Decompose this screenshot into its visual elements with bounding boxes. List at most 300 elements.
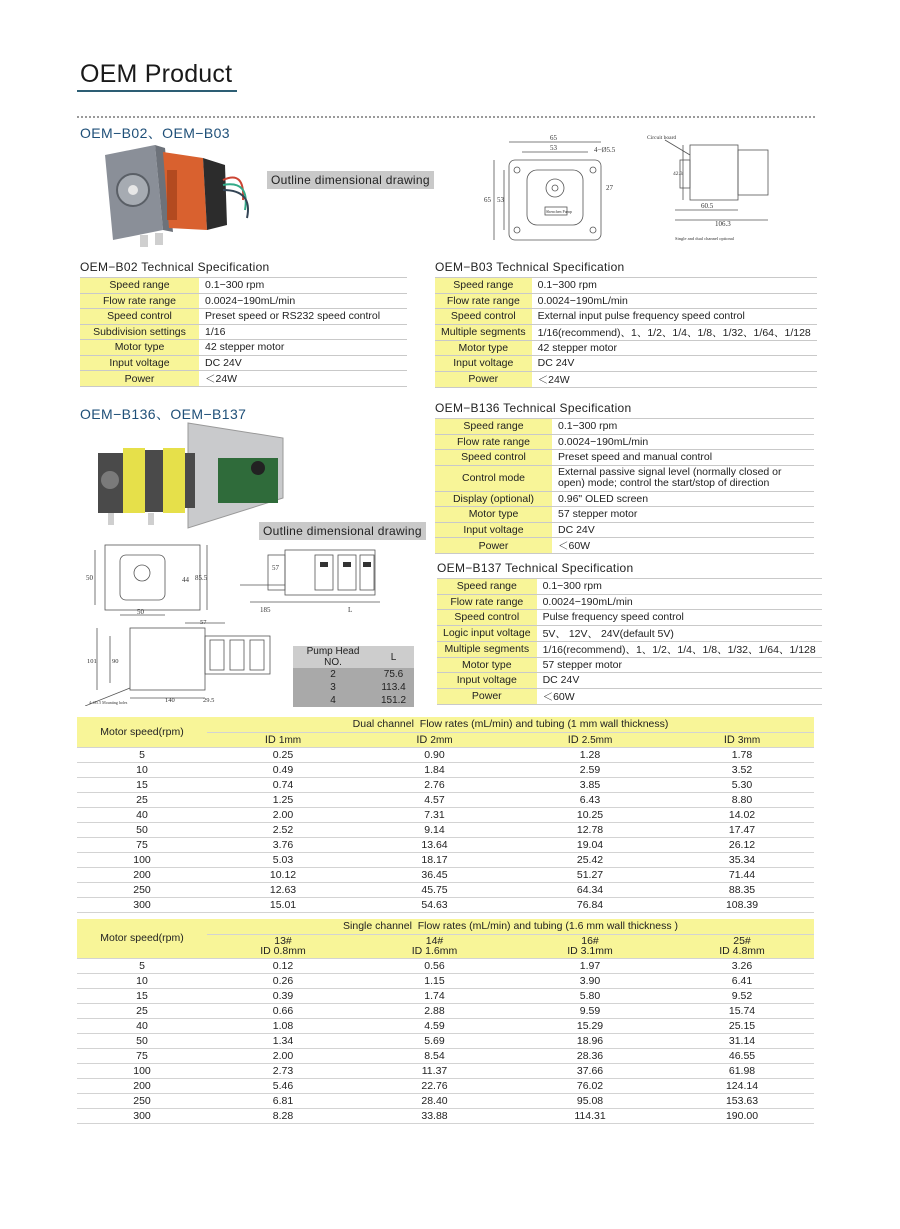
flow-rate-cell: 0.56	[359, 958, 510, 973]
flow-rate-cell: 3.26	[670, 958, 814, 973]
length-header: L	[373, 646, 414, 668]
flow-rate-cell: 88.35	[670, 882, 814, 897]
flow-rate-cell: 10.12	[207, 867, 359, 882]
tubing-column-header	[510, 732, 670, 747]
b136-pump-photo	[88, 418, 293, 533]
flow-rate-cell: 0.49	[207, 762, 359, 777]
spec-key: Display (optional)	[435, 491, 552, 507]
spec-value: 57 stepper motor	[552, 507, 814, 523]
flow-rate-cell: 8.28	[207, 1108, 359, 1123]
flow-row	[77, 1048, 814, 1063]
spec-value: ＜24W	[532, 371, 817, 387]
dual-channel-flow-table	[77, 717, 814, 913]
spec-value: 0.0024−190mL/min	[532, 293, 817, 309]
flow-rate-cell: 2.88	[359, 1003, 510, 1018]
b03-spec-table	[435, 277, 817, 388]
flow-rate-cell: 4.59	[359, 1018, 510, 1033]
flow-rate-cell: 1.25	[207, 792, 359, 807]
tubing-id: 2.5mm	[581, 734, 613, 746]
tubing-column-header	[359, 934, 510, 958]
flow-rate-cell: 18.17	[359, 852, 510, 867]
dim-L: L	[348, 606, 353, 614]
flow-rate-cell: 37.66	[510, 1063, 670, 1078]
tubing-id: 3mm	[737, 734, 761, 746]
mounting-holes-label: 4−Ø5.5 Mounting holes	[89, 700, 128, 705]
spec-value: 0.0024−190mL/min	[552, 434, 814, 450]
spec-row	[435, 278, 817, 294]
spec-key: Flow rate range	[435, 434, 552, 450]
flow-rate-cell: 2.73	[207, 1063, 359, 1078]
flow-row	[77, 852, 814, 867]
dim-50h: 50	[86, 574, 93, 582]
flow-rate-cell: 2.00	[207, 807, 359, 822]
spec-value: 0.1−300 rpm	[532, 278, 817, 294]
spec-row	[435, 293, 817, 309]
flow-row	[77, 777, 814, 792]
tubing-prefix: ID	[416, 733, 431, 746]
motor-speed-cell: 300	[77, 1108, 207, 1123]
flow-rate-cell: 45.75	[359, 882, 510, 897]
motor-speed-cell: 10	[77, 973, 207, 988]
flow-row	[77, 973, 814, 988]
b02-pump-photo	[85, 140, 255, 250]
flow-rate-cell: 3.90	[510, 973, 670, 988]
tubing-prefix: ID	[264, 733, 279, 746]
flow-rate-cell: 2.52	[207, 822, 359, 837]
pump-head-length: 113.4	[373, 681, 414, 694]
pump-head-length: 75.6	[373, 668, 414, 681]
flow-rate-cell: 1.97	[510, 958, 670, 973]
flow-row	[77, 897, 814, 912]
flow-rate-cell: 3.85	[510, 777, 670, 792]
tubing-column-header	[670, 732, 814, 747]
dim-106-3: 106.3	[715, 220, 731, 228]
spec-key: Input voltage	[435, 522, 552, 538]
flow-rate-cell: 3.76	[207, 837, 359, 852]
title-underline	[77, 90, 237, 92]
spec-key: Input voltage	[437, 673, 537, 689]
spec-key: Speed control	[435, 309, 532, 325]
flow-rate-cell: 9.52	[670, 988, 814, 1003]
series-title-b136-b137: OEM−B136、OEM−B137	[80, 406, 247, 422]
flow-rate-cell: 6.81	[207, 1093, 359, 1108]
spec-key: Power	[435, 538, 552, 554]
dim-185: 185	[260, 606, 271, 614]
dim-65w: 65	[550, 134, 557, 142]
spec-key: Speed range	[435, 278, 532, 294]
flow-rate-cell: 190.00	[670, 1108, 814, 1123]
flow-row	[77, 807, 814, 822]
spec-row	[435, 465, 814, 491]
channel-label: Dual channel	[352, 718, 414, 731]
flow-rate-cell: 76.84	[510, 897, 670, 912]
spec-key: Power	[435, 371, 532, 387]
flow-rate-cell: 2.00	[207, 1048, 359, 1063]
motor-speed-cell: 50	[77, 822, 207, 837]
flow-rate-cell: 17.47	[670, 822, 814, 837]
flow-row	[77, 1108, 814, 1123]
dim-50w: 50	[137, 608, 144, 616]
pump-illustration	[105, 145, 248, 247]
page-title: OEM Product	[80, 60, 233, 88]
flow-row	[77, 1003, 814, 1018]
spec-row	[435, 538, 814, 554]
flow-rate-cell: 0.74	[207, 777, 359, 792]
spec-row	[437, 594, 822, 610]
pump-head-length: 151.2	[373, 694, 414, 707]
spec-value: ＜24W	[199, 371, 407, 387]
dim-27: 27	[606, 184, 613, 192]
b136-spec-title: OEM−B136 Technical Specification	[435, 401, 632, 415]
flow-rate-cell: 1.15	[359, 973, 510, 988]
flow-rate-cell: 26.12	[670, 837, 814, 852]
flow-rate-cell: 28.36	[510, 1048, 670, 1063]
spec-key: Motor type	[435, 340, 532, 356]
motor-speed-cell: 200	[77, 867, 207, 882]
flow-rate-cell: 1.28	[510, 747, 670, 762]
flow-rate-cell: 1.08	[207, 1018, 359, 1033]
dim-85-5: 85.5	[195, 574, 208, 582]
dim-44: 44	[182, 576, 189, 584]
spec-row	[437, 673, 822, 689]
circuit-board-label: Circuit board	[647, 135, 677, 141]
flow-rate-cell: 46.55	[670, 1048, 814, 1063]
motor-speed-cell: 100	[77, 852, 207, 867]
spec-value: 0.1−300 rpm	[552, 419, 814, 435]
single-channel-flow-table	[77, 919, 814, 1124]
flow-rate-cell: 14.02	[670, 807, 814, 822]
flow-rate-cell: 0.90	[359, 747, 510, 762]
tubing-column-header	[207, 934, 359, 958]
motor-speed-cell: 10	[77, 762, 207, 777]
spec-key: Flow rate range	[437, 594, 537, 610]
spec-row	[437, 579, 822, 595]
flow-rate-cell: 71.44	[670, 867, 814, 882]
dotted-divider	[77, 116, 815, 118]
spec-value: ＜60W	[552, 538, 814, 554]
flow-rate-cell: 153.63	[670, 1093, 814, 1108]
flow-rate-cell: 18.96	[510, 1033, 670, 1048]
spec-key: Flow rate range	[80, 293, 199, 309]
motor-speed-cell: 15	[77, 777, 207, 792]
plate-text: Shenchen Pump	[546, 209, 572, 214]
tubing-id: ID 4.8mm	[719, 945, 765, 957]
b136-front-drawing	[85, 540, 215, 620]
spec-value: 0.0024−190mL/min	[537, 594, 822, 610]
motor-speed-cell: 50	[77, 1033, 207, 1048]
spec-key: Speed range	[437, 579, 537, 595]
dim-53w: 53	[550, 144, 557, 152]
b02-drawing-label: Outline dimensional drawing	[267, 171, 434, 189]
spec-row	[435, 507, 814, 523]
spec-value: Pulse frequency speed control	[537, 610, 822, 626]
pump-head-header: Pump Head NO.	[293, 646, 373, 668]
channel-note: Single and dual channel optional	[675, 236, 734, 241]
spec-key: Motor type	[80, 340, 199, 356]
spec-key: Multiple segments	[435, 324, 532, 340]
pump-head-no: 2	[293, 668, 373, 681]
spec-key: Speed range	[80, 278, 199, 294]
flow-rate-cell: 2.76	[359, 777, 510, 792]
flow-rate-cell: 5.80	[510, 988, 670, 1003]
flow-rate-cell: 64.34	[510, 882, 670, 897]
flow-rate-cell: 61.98	[670, 1063, 814, 1078]
spec-key: Control mode	[435, 465, 552, 491]
flow-row	[77, 837, 814, 852]
dim-42-3: 42.3	[673, 171, 683, 177]
spec-value: Preset speed or RS232 speed control	[199, 309, 407, 325]
flow-rate-cell: 9.59	[510, 1003, 670, 1018]
b136-drawing-label: Outline dimensional drawing	[259, 522, 426, 540]
tubing-size: 13#	[274, 935, 292, 947]
flow-rate-cell: 6.43	[510, 792, 670, 807]
b02-front-drawing	[482, 130, 622, 245]
motor-speed-cell: 40	[77, 1018, 207, 1033]
flow-rate-cell: 35.34	[670, 852, 814, 867]
flow-rate-cell: 2.59	[510, 762, 670, 777]
dim-60-5: 60.5	[701, 202, 714, 210]
spec-row	[435, 324, 817, 340]
spec-key: Logic input voltage	[437, 625, 537, 641]
tubing-column-header	[207, 732, 359, 747]
motor-speed-cell: 5	[77, 747, 207, 762]
tubing-id: ID 1.6mm	[411, 945, 458, 957]
spec-row	[437, 688, 822, 704]
flow-caption-cell	[207, 717, 814, 732]
b02-side-drawing	[645, 130, 785, 245]
flow-rate-cell: 4.57	[359, 792, 510, 807]
motor-speed-cell: 250	[77, 1093, 207, 1108]
spec-value: 42 stepper motor	[532, 340, 817, 356]
flow-rate-cell: 19.04	[510, 837, 670, 852]
flow-rate-cell: 12.63	[207, 882, 359, 897]
flow-rate-cell: 10.25	[510, 807, 670, 822]
spec-key: Power	[80, 371, 199, 387]
spec-row	[435, 371, 817, 387]
flow-rate-cell: 76.02	[510, 1078, 670, 1093]
flow-row	[77, 762, 814, 777]
spec-row	[435, 356, 817, 372]
spec-row	[435, 522, 814, 538]
flow-row	[77, 988, 814, 1003]
motor-speed-cell: 250	[77, 882, 207, 897]
flow-rate-cell: 0.39	[207, 988, 359, 1003]
spec-value: 1/16(recommend)、1、1/2、1/4、1/8、1/32、1/64、1/128	[537, 641, 822, 657]
flow-rate-cell: 12.78	[510, 822, 670, 837]
spec-value: Preset speed and manual control	[552, 450, 814, 466]
flow-rate-cell: 33.88	[359, 1108, 510, 1123]
b136-side-drawing	[230, 540, 390, 615]
motor-speed-header: Motor speed(rpm)	[77, 717, 207, 747]
spec-row	[435, 491, 814, 507]
motor-speed-cell: 25	[77, 1003, 207, 1018]
dim-65h: 65	[484, 196, 491, 204]
spec-key: Motor type	[435, 507, 552, 523]
spec-row	[435, 450, 814, 466]
pump-illustration	[98, 423, 283, 528]
spec-value: 0.0024−190mL/min	[199, 293, 407, 309]
flow-rate-cell: 28.40	[359, 1093, 510, 1108]
motor-speed-cell: 25	[77, 792, 207, 807]
motor-speed-cell: 15	[77, 988, 207, 1003]
flow-rate-cell: 6.41	[670, 973, 814, 988]
spec-value: 0.1−300 rpm	[537, 579, 822, 595]
flow-rate-cell: 8.80	[670, 792, 814, 807]
spec-key: Speed control	[437, 610, 537, 626]
flow-rate-cell: 31.14	[670, 1033, 814, 1048]
spec-key: Motor type	[437, 657, 537, 673]
series-title-b02-b03: OEM−B02、OEM−B03	[80, 125, 230, 141]
tubing-column-header	[670, 934, 814, 958]
b136-top-drawing	[85, 618, 285, 706]
spec-key: Speed control	[80, 309, 199, 325]
tubing-prefix: ID	[723, 733, 738, 746]
tubing-column-header	[359, 732, 510, 747]
spec-key: Speed range	[435, 419, 552, 435]
motor-speed-cell: 5	[77, 958, 207, 973]
flow-header-row	[77, 717, 814, 732]
dim-57w: 57	[200, 619, 207, 626]
flow-rate-cell: 5.30	[670, 777, 814, 792]
dim-hole: 4−Ø5.5	[594, 146, 616, 154]
spec-key: Input voltage	[435, 356, 532, 372]
flow-rate-cell: 5.46	[207, 1078, 359, 1093]
dim-90: 90	[112, 658, 119, 665]
flow-rate-cell: 7.31	[359, 807, 510, 822]
spec-value: ＜60W	[537, 688, 822, 704]
flow-rate-cell: 1.78	[670, 747, 814, 762]
tubing-column-header	[510, 934, 670, 958]
flow-caption: Flow rates (mL/min) and tubing (1 mm wall thickness)	[419, 718, 669, 731]
flow-rate-cell: 95.08	[510, 1093, 670, 1108]
flow-rate-cell: 15.01	[207, 897, 359, 912]
dim-53h: 53	[497, 196, 504, 204]
spec-key: Subdivision settings	[80, 324, 199, 340]
flow-row	[77, 822, 814, 837]
flow-row	[77, 747, 814, 762]
spec-row	[435, 309, 817, 325]
b03-spec-title: OEM−B03 Technical Specification	[435, 260, 625, 274]
flow-row	[77, 1018, 814, 1033]
flow-rate-cell: 25.42	[510, 852, 670, 867]
flow-rate-cell: 11.37	[359, 1063, 510, 1078]
spec-value: DC 24V	[532, 356, 817, 372]
flow-rate-cell: 36.45	[359, 867, 510, 882]
pump-head-table	[293, 646, 414, 707]
tubing-id: 2mm	[430, 734, 453, 746]
spec-row	[437, 657, 822, 673]
spec-key: Input voltage	[80, 355, 199, 371]
spec-value: 42 stepper motor	[199, 340, 407, 356]
flow-row	[77, 867, 814, 882]
tubing-size: 25#	[733, 935, 751, 947]
motor-speed-cell: 100	[77, 1063, 207, 1078]
spec-key: Power	[437, 688, 537, 704]
motor-speed-cell: 200	[77, 1078, 207, 1093]
motor-speed-header: Motor speed(rpm)	[77, 919, 207, 958]
flow-rate-cell: 114.31	[510, 1108, 670, 1123]
flow-rate-cell: 124.14	[670, 1078, 814, 1093]
spec-value: 1/16(recommend)、1、1/2、1/4、1/8、1/32、1/64、1/128	[532, 324, 817, 340]
flow-rate-cell: 1.74	[359, 988, 510, 1003]
flow-rate-cell: 8.54	[359, 1048, 510, 1063]
flow-rate-cell: 3.52	[670, 762, 814, 777]
flow-row	[77, 958, 814, 973]
spec-row	[437, 610, 822, 626]
motor-speed-cell: 75	[77, 1048, 207, 1063]
flow-row	[77, 1033, 814, 1048]
flow-rate-cell: 22.76	[359, 1078, 510, 1093]
spec-row	[80, 355, 407, 371]
channel-label: Single channel	[343, 920, 412, 933]
flow-rate-cell: 13.64	[359, 837, 510, 852]
spec-row	[437, 641, 822, 657]
spec-value: External passive signal level (normally closed or open) mode; control the start/stop of direction	[552, 465, 814, 491]
spec-row	[80, 371, 407, 387]
pump-head-no: 3	[293, 681, 373, 694]
dim-29-5: 29.5	[203, 697, 215, 704]
flow-rate-cell: 54.63	[359, 897, 510, 912]
spec-row	[435, 434, 814, 450]
flow-row	[77, 1093, 814, 1108]
dim-101: 101	[87, 658, 97, 665]
tubing-prefix: ID	[567, 733, 582, 746]
flow-rate-cell: 0.26	[207, 973, 359, 988]
motor-speed-cell: 75	[77, 837, 207, 852]
spec-value: 0.1−300 rpm	[199, 278, 407, 294]
spec-value: DC 24V	[199, 355, 407, 371]
flow-rate-cell: 25.15	[670, 1018, 814, 1033]
flow-rate-cell: 1.34	[207, 1033, 359, 1048]
flow-rate-cell: 15.74	[670, 1003, 814, 1018]
tubing-id: ID 0.8mm	[260, 945, 306, 957]
flow-rate-cell: 9.14	[359, 822, 510, 837]
flow-rate-cell: 15.29	[510, 1018, 670, 1033]
flow-row	[77, 1063, 814, 1078]
b02-spec-table	[80, 277, 407, 387]
spec-value: 5V、 12V、 24V(default 5V)	[537, 625, 822, 641]
spec-value: 1/16	[199, 324, 407, 340]
spec-row	[435, 419, 814, 435]
tubing-size: 14#	[425, 935, 444, 947]
flow-rate-cell: 5.03	[207, 852, 359, 867]
b136-spec-table	[435, 418, 814, 554]
spec-row	[437, 625, 822, 641]
flow-caption: Flow rates (mL/min) and tubing (1.6 mm wall thickness )	[417, 920, 679, 933]
flow-rate-cell: 0.25	[207, 747, 359, 762]
spec-row	[80, 293, 407, 309]
pump-head-no: 4	[293, 694, 373, 707]
spec-key: Flow rate range	[435, 293, 532, 309]
flow-rate-cell: 1.84	[359, 762, 510, 777]
spec-row	[80, 309, 407, 325]
tubing-id: ID 3.1mm	[567, 945, 613, 957]
spec-value: 57 stepper motor	[537, 657, 822, 673]
spec-value: DC 24V	[552, 522, 814, 538]
spec-key: Speed control	[435, 450, 552, 466]
motor-speed-cell: 40	[77, 807, 207, 822]
flow-rate-cell: 51.27	[510, 867, 670, 882]
b137-spec-title: OEM−B137 Technical Specification	[437, 561, 634, 575]
flow-header-row	[77, 919, 814, 934]
flow-rate-cell: 5.69	[359, 1033, 510, 1048]
flow-row	[77, 792, 814, 807]
spec-key: Multiple segments	[437, 641, 537, 657]
dim-140: 140	[165, 697, 175, 704]
flow-rate-cell: 0.66	[207, 1003, 359, 1018]
flow-row	[77, 882, 814, 897]
spec-value: DC 24V	[537, 673, 822, 689]
